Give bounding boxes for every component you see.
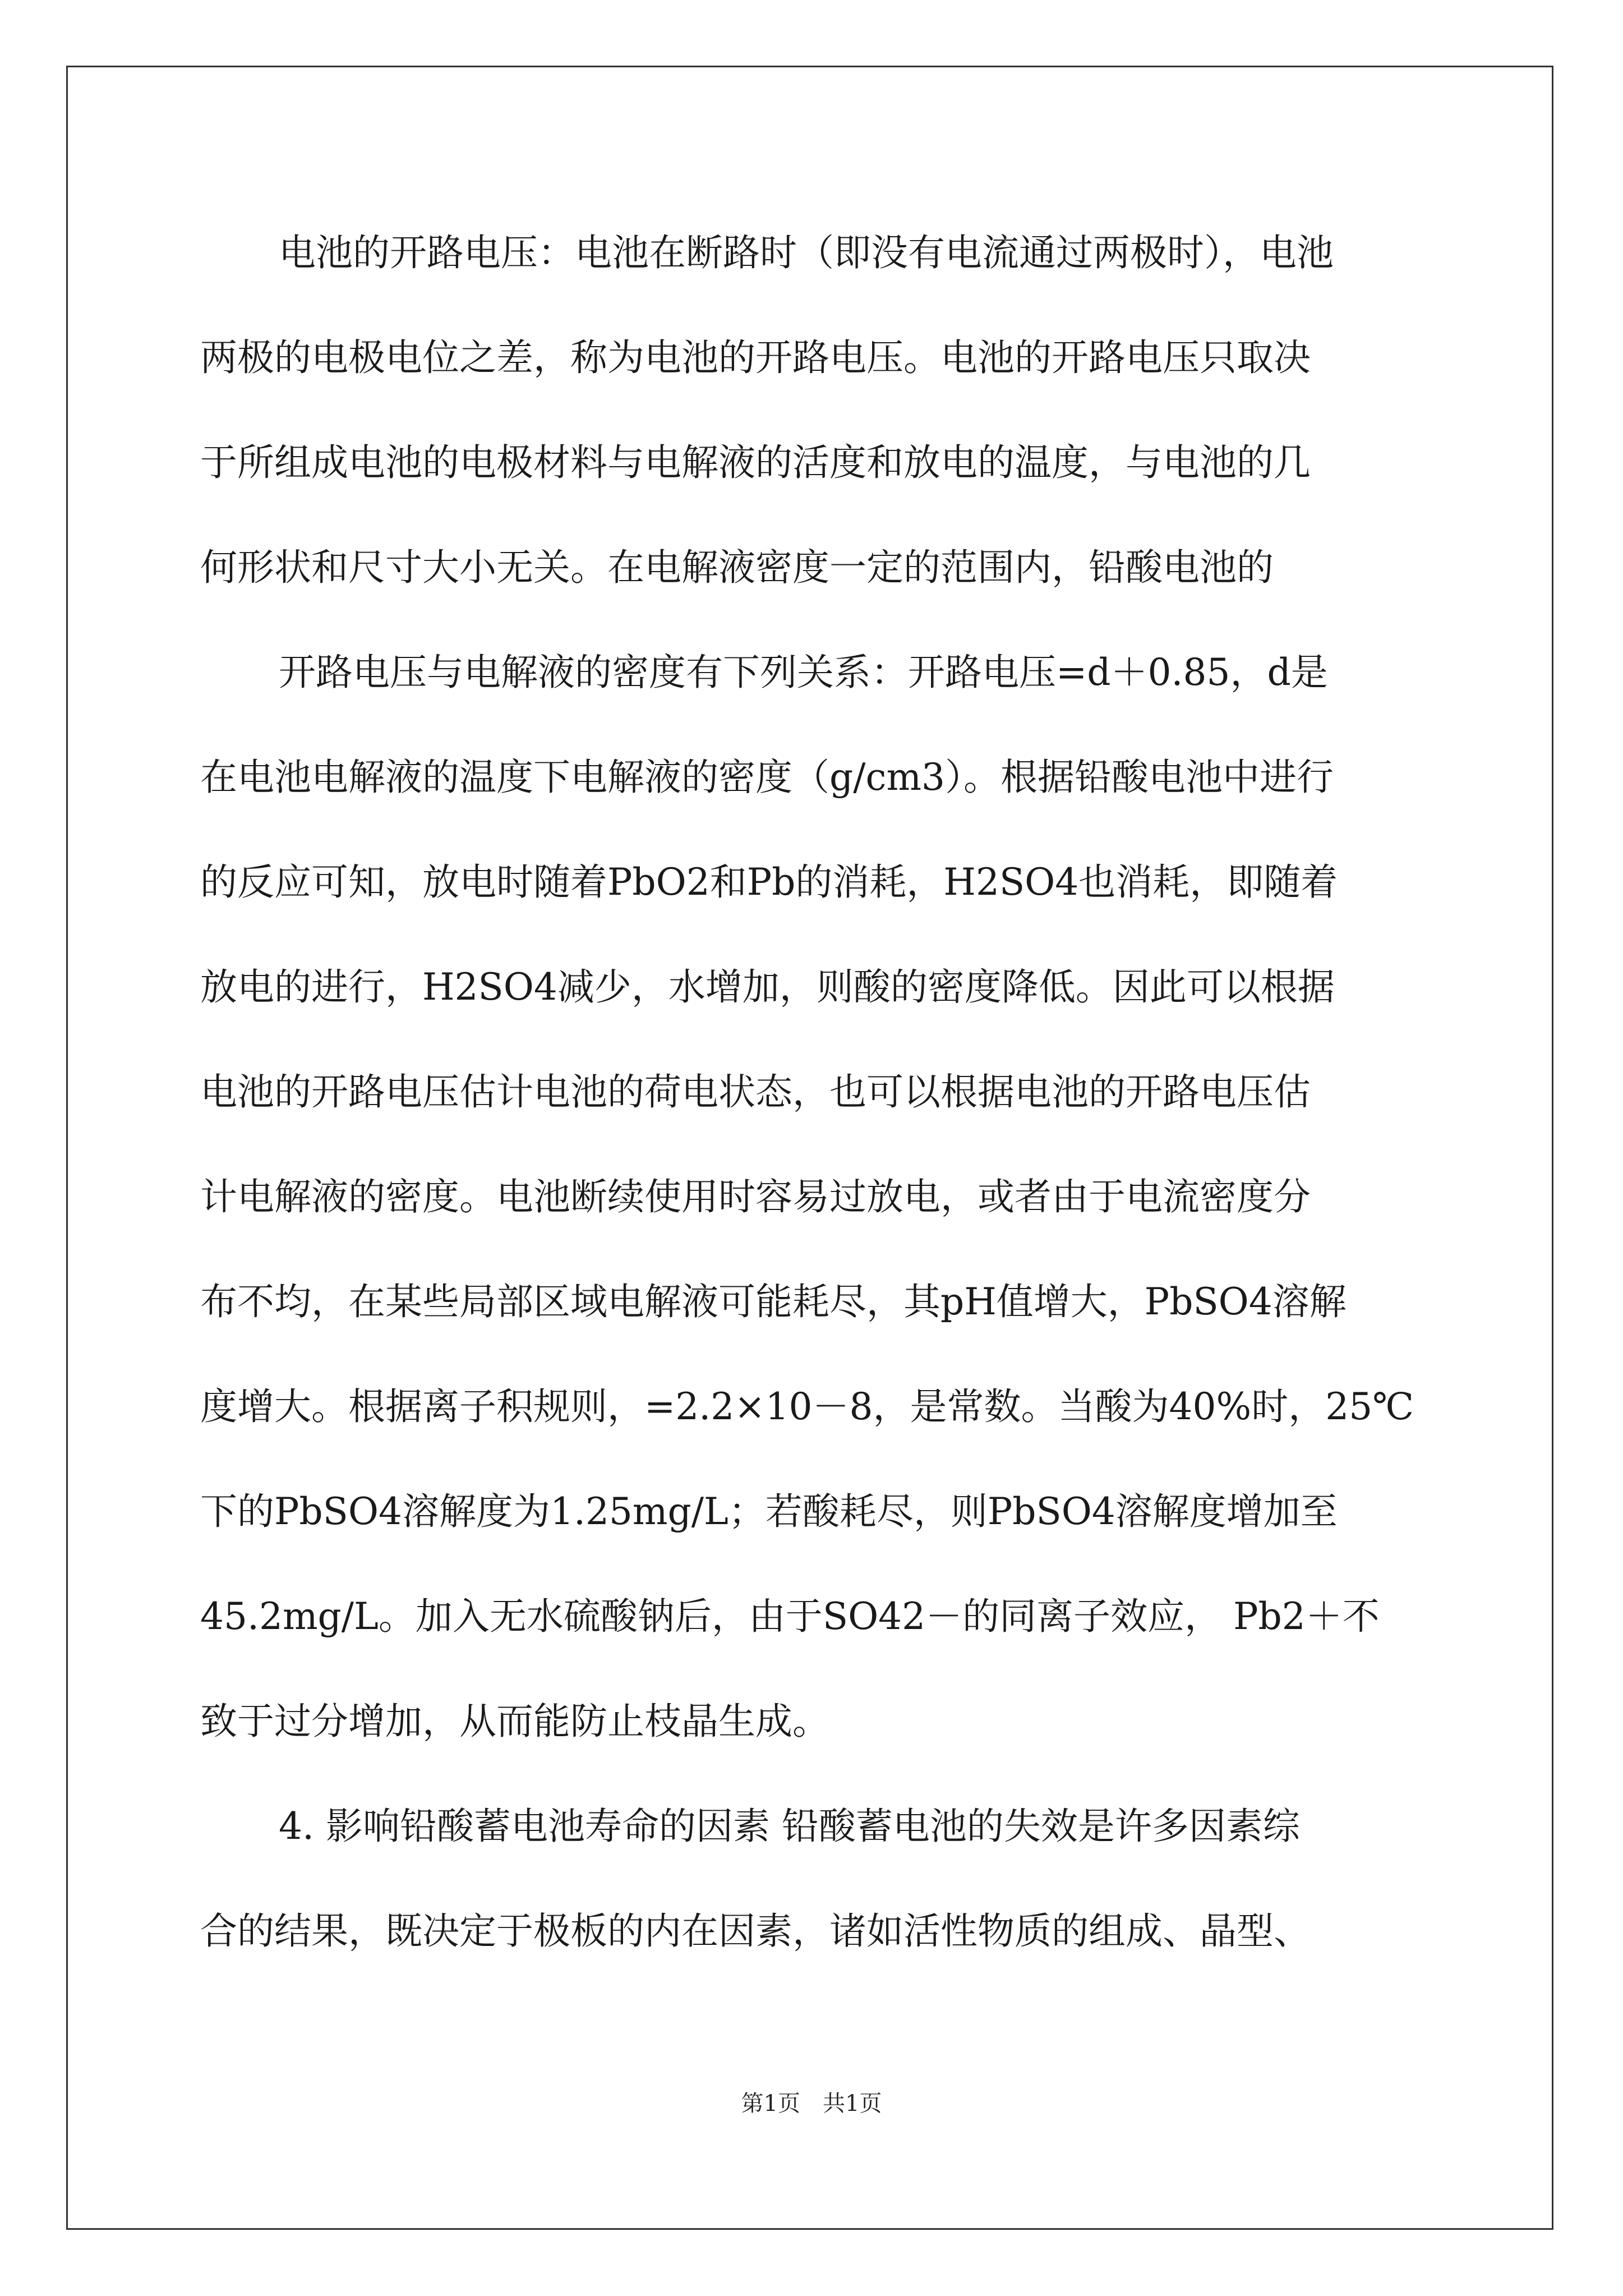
document-body: [200, 222, 1434, 2005]
paragraph-1-line-2: 两极的电极电位之差，称为电池的开路电压。电池的开路电压只取决: [200, 336, 1311, 379]
paragraph-2-line-8: 度增大。根据离子积规则，=2.2×10－8，是常数。当酸为40%时，25℃: [200, 1385, 1414, 1428]
page-number-footer: 第1页 共1页: [741, 2091, 882, 2116]
paragraph-2-line-2: 在电池电解液的温度下电解液的密度（g/cm3）。根据铅酸电池中进行: [200, 756, 1334, 799]
paragraph-3-line-2: 合的结果，既决定于极板的内在因素，诸如活性物质的组成、晶型、: [200, 1910, 1311, 1953]
paragraph-2-line-5: 电池的开路电压估计电池的荷电状态，也可以根据电池的开路电压估: [200, 1070, 1311, 1114]
paragraph-1-line-3: 于所组成电池的电极材料与电解液的活度和放电的温度，与电池的几: [200, 441, 1311, 484]
paragraph-2-line-3: 的反应可知，放电时随着PbO2和Pb的消耗，H2SO4也消耗，即随着: [200, 861, 1338, 904]
paragraph-2-line-1: 开路电压与电解液的密度有下列关系：开路电压=d＋0.85，d是: [279, 651, 1328, 694]
paragraph-2-line-11: 致于过分增加，从而能防止枝晶生成。: [200, 1700, 829, 1743]
paragraph-2-line-4: 放电的进行，H2SO4减少，水增加，则酸的密度降低。因此可以根据: [200, 965, 1335, 1009]
paragraph-1-line-4: 何形状和尺寸大小无关。在电解液密度一定的范围内，铅酸电池的: [200, 546, 1274, 589]
paragraph-3-line-1: 4. 影响铅酸蓄电池寿命的因素 铅酸蓄电池的失效是许多因素综: [279, 1805, 1300, 1848]
paragraph-2-line-7: 布不均，在某些局部区域电解液可能耗尽，其pH值增大，PbSO4溶解: [200, 1280, 1347, 1323]
paragraph-1-line-1: 电池的开路电压：电池在断路时（即没有电流通过两极时），电池: [279, 231, 1334, 274]
paragraph-2-line-6: 计电解液的密度。电池断续使用时容易过放电，或者由于电流密度分: [200, 1175, 1311, 1218]
paragraph-2-line-9: 下的PbSO4溶解度为1.25mg/L；若酸耗尽，则PbSO4溶解度增加至: [200, 1490, 1338, 1533]
paragraph-2-line-10: 45.2mg/L。加入无水硫酸钠后，由于SO42－的同离子效应， Pb2＋不: [200, 1595, 1380, 1638]
